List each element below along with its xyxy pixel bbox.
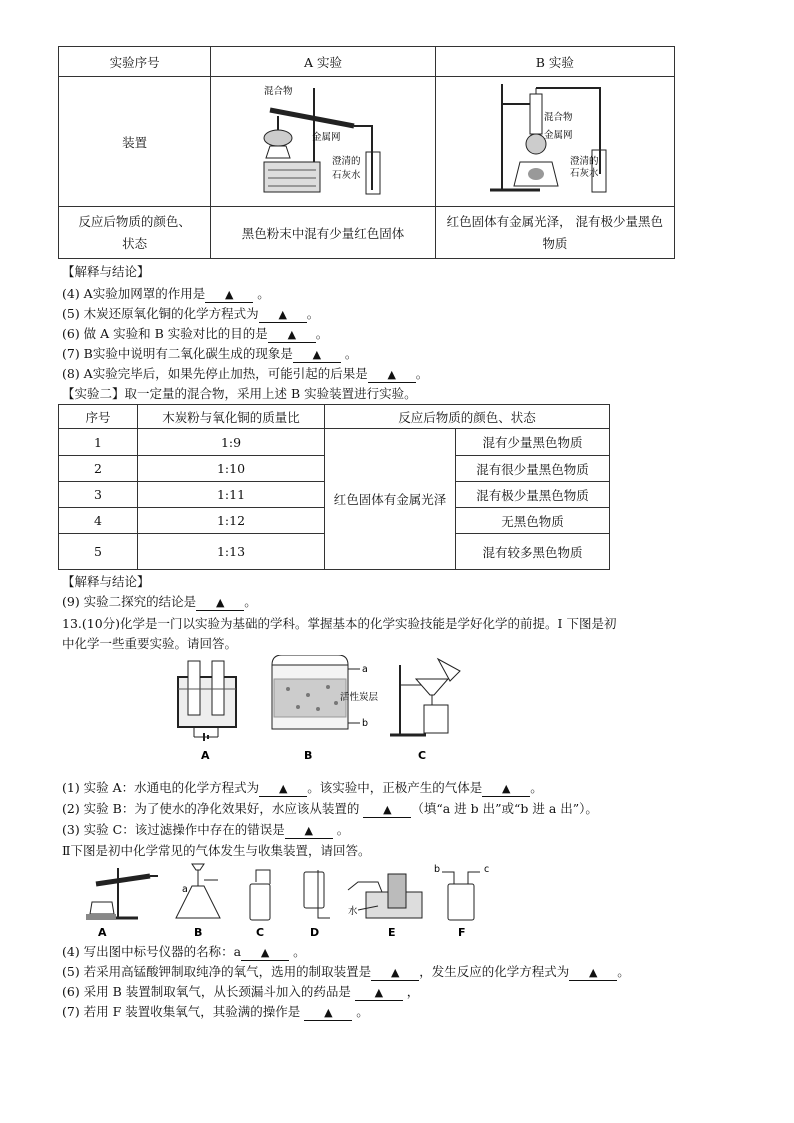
question-end: 。 <box>306 306 320 321</box>
answer-blank[interactable] <box>363 802 411 818</box>
row-ratio: 1:11 <box>138 482 325 508</box>
question-end: 。 <box>530 780 543 795</box>
answer-blank[interactable] <box>196 595 244 611</box>
question-end: 。 <box>315 326 329 341</box>
row-number: 3 <box>59 482 138 508</box>
fig-b-label-clear: 澄清的 <box>569 156 599 167</box>
answer-blank[interactable] <box>293 347 341 363</box>
answer-blank[interactable] <box>205 287 253 303</box>
figure-label-a: A <box>201 749 210 762</box>
answer-blank[interactable] <box>285 823 333 839</box>
question-text: (6) 采用 B 装置制取氧气，从长颈漏斗加入的药品是 <box>62 984 351 999</box>
row-label-result: 反应后物质的颜色、状态 <box>59 207 211 259</box>
header-cell: 序号 <box>59 405 138 429</box>
question-13-6 <box>62 984 419 1001</box>
question-text: ，发生反应的化学方程式为 <box>419 964 570 979</box>
blank-marker-icon: ▲ <box>278 782 288 795</box>
question-13-1 <box>62 780 543 797</box>
question-end: 。 <box>617 964 630 979</box>
row-ratio: 1:10 <box>138 456 325 482</box>
label-outlet-b: b <box>362 718 369 729</box>
label-d: D <box>310 926 320 938</box>
question-13-7 <box>62 1004 369 1021</box>
blank-marker-icon: ▲ <box>324 1006 333 1019</box>
blank-marker-icon: ▲ <box>501 782 511 795</box>
row-number: 2 <box>59 456 138 482</box>
label-b: B <box>194 926 203 938</box>
row-ratio: 1:9 <box>138 429 325 456</box>
blank-marker-icon: ▲ <box>260 946 270 959</box>
apparatus-b-cell <box>435 77 674 207</box>
question-text: (5) 木炭还原氧化铜的化学方程式为 <box>62 306 259 321</box>
blank-marker-icon: ▲ <box>588 966 598 979</box>
fig-b-label-mesh: 金属网 <box>543 130 573 141</box>
blank-marker-icon: ▲ <box>390 966 400 979</box>
label-e: E <box>388 926 396 938</box>
row-number: 5 <box>59 534 138 570</box>
label-a: A <box>98 926 107 938</box>
question-text: (4) A实验加网罩的作用是 <box>62 286 206 301</box>
label-inlet-a: a <box>362 664 368 675</box>
fig-a-label-limewater: 石灰水 <box>331 170 361 181</box>
question-13-intro: 13.(10分)化学是一门以实验为基础的学科。掌握基本的化学实验技能是学好化学的前提。I 下图是初 <box>62 616 617 631</box>
filtration-apparatus <box>390 659 460 762</box>
question-text: (3) 实验 C：该过滤操作中存在的错误是 <box>62 822 285 837</box>
question-text: (6) 做 A 实验和 B 实验对比的目的是 <box>62 326 268 341</box>
row-ratio: 1:12 <box>138 508 325 534</box>
question-13-4 <box>62 944 306 961</box>
question-text: (1) 实验 A：水通电的化学方程式为 <box>62 780 260 795</box>
question-end: 。 <box>356 1004 369 1019</box>
blank-marker-icon: ▲ <box>215 596 225 609</box>
row-state: 混有较多黑色物质 <box>456 534 610 570</box>
blank-marker-icon: ▲ <box>278 308 287 321</box>
label-port-b: b <box>434 864 441 875</box>
row-state: 混有很少量黑色物质 <box>456 456 610 482</box>
row-state: 混有极少量黑色物质 <box>456 482 610 508</box>
row-number: 1 <box>59 429 138 456</box>
result-a-cell: 黑色粉末中混有少量红色固体 <box>211 207 435 259</box>
question-end: 。 <box>257 286 270 301</box>
question-end: 。 <box>244 594 257 609</box>
label-instrument-a: a <box>182 884 188 895</box>
row-state: 无黑色物质 <box>456 508 610 534</box>
answer-blank[interactable] <box>241 945 289 961</box>
row-ratio: 1:13 <box>138 534 325 570</box>
question-7 <box>62 346 357 363</box>
question-text: (7) 若用 F 装置收集氧气，其验满的操作是 <box>62 1004 301 1019</box>
row-state: 混有少量黑色物质 <box>456 429 610 456</box>
question-text: (5) 若采用高锰酸钾制取纯净的氧气，选用的制取装置是 <box>62 964 372 979</box>
header-cell: 反应后物质的颜色、状态 <box>325 405 610 429</box>
blank-marker-icon: ▲ <box>374 986 384 999</box>
answer-blank[interactable] <box>482 781 530 797</box>
question-13-intro-cont: 中化学一些重要实验。请回答。 <box>62 636 238 651</box>
question-5 <box>62 306 319 323</box>
answer-blank[interactable] <box>259 307 307 323</box>
answer-blank[interactable] <box>371 965 419 981</box>
question-text: (7) B实验中说明有二氧化碳生成的现象是 <box>62 346 293 361</box>
apparatus-b-figure <box>480 78 630 202</box>
fig-a-label-clear: 澄清的 <box>331 156 361 167</box>
merged-state-cell: 红色固体有金属光泽 <box>325 429 456 570</box>
answer-blank[interactable] <box>304 1005 352 1021</box>
section-title: 【解释与结论】 <box>62 574 150 589</box>
apparatus-c <box>250 870 270 938</box>
question-end: 。 <box>336 822 350 837</box>
question-13-3 <box>62 822 349 839</box>
blank-marker-icon: ▲ <box>387 368 396 381</box>
apparatus-f <box>434 864 489 938</box>
question-text: (4) 写出图中标号仪器的名称：a <box>62 944 242 959</box>
row-number: 4 <box>59 508 138 534</box>
blank-marker-icon: ▲ <box>304 824 313 837</box>
answer-blank[interactable] <box>368 367 416 383</box>
result-b-cell: 红色固体有金属光泽， 混有极少量黑色物质 <box>435 207 674 259</box>
question-6 <box>62 326 328 343</box>
question-4 <box>62 286 270 303</box>
answer-blank[interactable] <box>268 327 316 343</box>
answer-blank[interactable] <box>569 965 617 981</box>
blank-marker-icon: ▲ <box>287 328 297 341</box>
label-c: C <box>256 926 265 938</box>
header-cell: A 实验 <box>211 47 435 77</box>
experiment-table-1 <box>58 46 675 259</box>
answer-blank[interactable] <box>355 985 403 1001</box>
label-f: F <box>458 926 466 938</box>
blank-marker-icon: ▲ <box>312 348 322 361</box>
label-carbon-layer: 活性炭层 <box>340 692 379 703</box>
apparatus-a <box>86 868 158 938</box>
part-2-intro: Ⅱ下图是初中化学常见的气体发生与收集装置，请回答。 <box>62 843 371 858</box>
apparatus-b <box>176 864 220 938</box>
question-end: ， <box>406 984 420 999</box>
fig-b-label-mixture: 混合物 <box>543 112 573 123</box>
question-end: 。 <box>344 346 358 361</box>
figure-label-b: B <box>304 749 313 762</box>
label-port-c: c <box>484 864 490 875</box>
experiment-table-2 <box>58 404 610 570</box>
electrolysis-apparatus <box>178 661 236 762</box>
question-text: (8) A实验完毕后，如果先停止加热，可能引起的后果是 <box>62 366 368 381</box>
apparatus-d <box>304 870 330 938</box>
row-label-device: 装置 <box>59 77 211 207</box>
apparatus-a-figure <box>248 80 398 200</box>
figure-2-gas-apparatus <box>78 862 498 938</box>
figure-1-experiments <box>168 655 468 763</box>
blank-marker-icon: ▲ <box>224 288 234 301</box>
question-text: (9) 实验二探究的结论是 <box>62 594 197 609</box>
fig-a-label-mixture: 混合物 <box>263 86 293 97</box>
figure-label-c: C <box>418 749 427 762</box>
question-text: （填“a 进 b 出”或“b 进 a 出”）。 <box>411 801 598 816</box>
section-title: 【解释与结论】 <box>62 264 150 279</box>
apparatus-e <box>348 874 422 938</box>
question-text: (2) 实验 B：为了使水的净化效果好，水应该从装置的 <box>62 801 360 816</box>
fig-a-label-mesh: 金属网 <box>311 132 341 143</box>
header-cell: 木炭粉与氧化铜的质量比 <box>138 405 325 429</box>
answer-blank[interactable] <box>259 781 307 797</box>
question-13-2 <box>62 801 598 818</box>
fig-b-label-limewater: 石灰水 <box>569 168 599 179</box>
blank-marker-icon: ▲ <box>383 803 392 816</box>
question-13-5 <box>62 964 630 981</box>
question-9 <box>62 594 257 611</box>
label-water: 水 <box>348 906 358 917</box>
question-text: 。该实验中，正极产生的气体是 <box>307 780 483 795</box>
question-end: 。 <box>415 366 429 381</box>
question-end: 。 <box>293 944 306 959</box>
header-cell: B 实验 <box>435 47 674 77</box>
water-purifier-apparatus <box>272 655 379 762</box>
header-cell: 实验序号 <box>59 47 211 77</box>
question-8 <box>62 366 428 383</box>
apparatus-a-cell <box>211 77 435 207</box>
experiment-2-intro: 【实验二】取一定量的混合物，采用上述 B 实验装置进行实验。 <box>62 386 417 401</box>
